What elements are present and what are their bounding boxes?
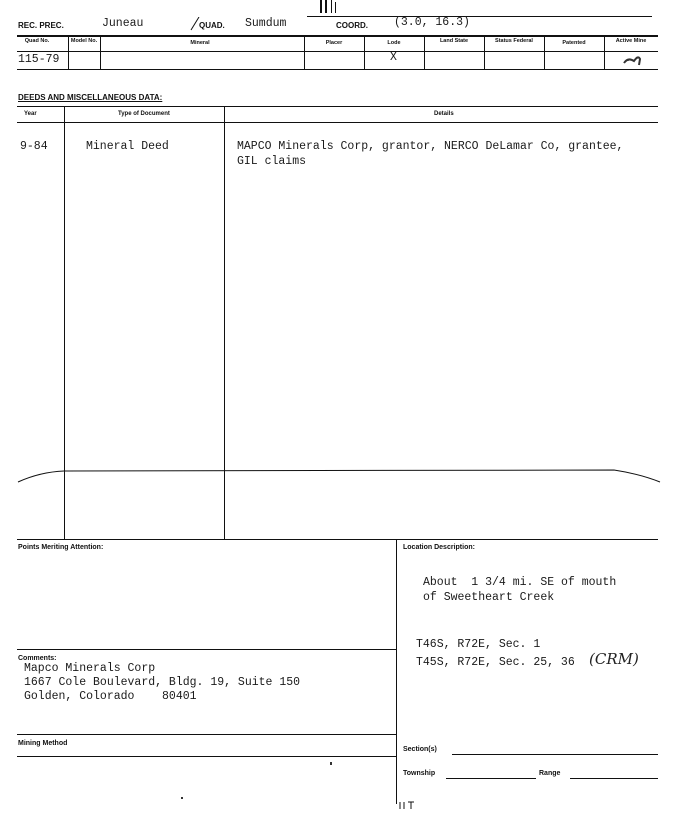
col-divider bbox=[544, 36, 545, 69]
sections-label: Section(s) bbox=[403, 746, 437, 753]
comments-label: Comments: bbox=[18, 655, 57, 662]
deeds-header-rule bbox=[17, 122, 658, 123]
col-divider bbox=[484, 36, 485, 69]
sections-fill-line bbox=[452, 754, 658, 755]
deeds-col-details: Details bbox=[434, 111, 454, 117]
deeds-col-year: Year bbox=[24, 111, 37, 117]
col-quad-no: Quad No. bbox=[24, 38, 50, 44]
mining-method-label: Mining Method bbox=[18, 740, 68, 747]
header-top-rule bbox=[307, 16, 652, 17]
col-active-mine: Active Mine bbox=[615, 38, 647, 44]
points-label: Points Meriting Attention: bbox=[18, 544, 104, 551]
lower-center-divider bbox=[396, 539, 397, 804]
quad-value: Sumdum bbox=[245, 17, 287, 30]
col-model-no: Model No. bbox=[70, 38, 98, 44]
coord-label: COORD. bbox=[336, 21, 368, 30]
coord-value: (3.0, 16.3) bbox=[394, 16, 470, 29]
rec-prec-label: REC. PREC. bbox=[18, 21, 64, 30]
deeds-col-type: Type of Document bbox=[118, 111, 170, 117]
deed-details-line1: MAPCO Minerals Corp, grantor, NERCO DeLamar Co, grantee, bbox=[237, 140, 624, 153]
rec-prec-value: Juneau bbox=[102, 17, 144, 30]
lode-mark: X bbox=[390, 51, 397, 64]
mining-bottom-rule bbox=[17, 756, 396, 757]
location-line2: of Sweetheart Creek bbox=[423, 591, 555, 604]
mining-top-rule bbox=[17, 734, 396, 735]
comments-top-rule bbox=[17, 649, 396, 650]
initials-handwritten: (CRM) bbox=[589, 650, 639, 668]
col-divider bbox=[364, 36, 365, 69]
active-mine-scribble bbox=[620, 53, 644, 67]
range-fill-line bbox=[570, 778, 658, 779]
col-lode: Lode bbox=[387, 40, 401, 46]
deed-type: Mineral Deed bbox=[86, 140, 169, 153]
lower-top-rule bbox=[17, 539, 658, 540]
record-bottom-rule bbox=[17, 69, 658, 70]
col-divider bbox=[424, 36, 425, 69]
col-divider bbox=[68, 36, 69, 69]
col-divider bbox=[304, 36, 305, 69]
township-fill-line bbox=[446, 778, 536, 779]
deed-year: 9-84 bbox=[20, 140, 48, 153]
col-mineral: Mineral bbox=[190, 40, 210, 46]
bottom-marks bbox=[398, 796, 420, 804]
location-label: Location Description: bbox=[403, 544, 475, 551]
col-placer: Placer bbox=[325, 40, 343, 46]
fold-line bbox=[0, 462, 678, 484]
col-divider bbox=[604, 36, 605, 69]
deeds-section-title: DEEDS AND MISCELLANEOUS DATA: bbox=[18, 93, 163, 102]
col-divider bbox=[100, 36, 101, 69]
header-rule bbox=[17, 35, 658, 37]
speck bbox=[330, 762, 332, 765]
quad-no-value: 115-79 bbox=[18, 53, 60, 66]
quad-label: QUAD. bbox=[199, 21, 225, 30]
speck bbox=[181, 797, 183, 799]
comments-line3: Golden, Colorado 80401 bbox=[24, 690, 197, 703]
col-land-state: Land State bbox=[439, 38, 469, 44]
location-line1: About 1 3/4 mi. SE of mouth bbox=[423, 576, 617, 589]
deed-details-line2: GIL claims bbox=[237, 155, 307, 168]
col-header-rule bbox=[17, 51, 658, 52]
deeds-top-rule bbox=[17, 106, 658, 107]
township-label: Township bbox=[403, 770, 436, 777]
col-status-federal: Status Federal bbox=[495, 38, 533, 44]
top-marks bbox=[320, 0, 338, 14]
col-patented: Patented bbox=[562, 40, 586, 46]
comments-line2: 1667 Cole Boulevard, Bldg. 19, Suite 150 bbox=[24, 676, 301, 689]
comments-line1: Mapco Minerals Corp bbox=[24, 662, 156, 675]
range-label: Range bbox=[539, 770, 561, 777]
location-line3: T46S, R72E, Sec. 1 bbox=[416, 638, 541, 651]
location-line4: T45S, R72E, Sec. 25, 36 bbox=[416, 656, 575, 669]
